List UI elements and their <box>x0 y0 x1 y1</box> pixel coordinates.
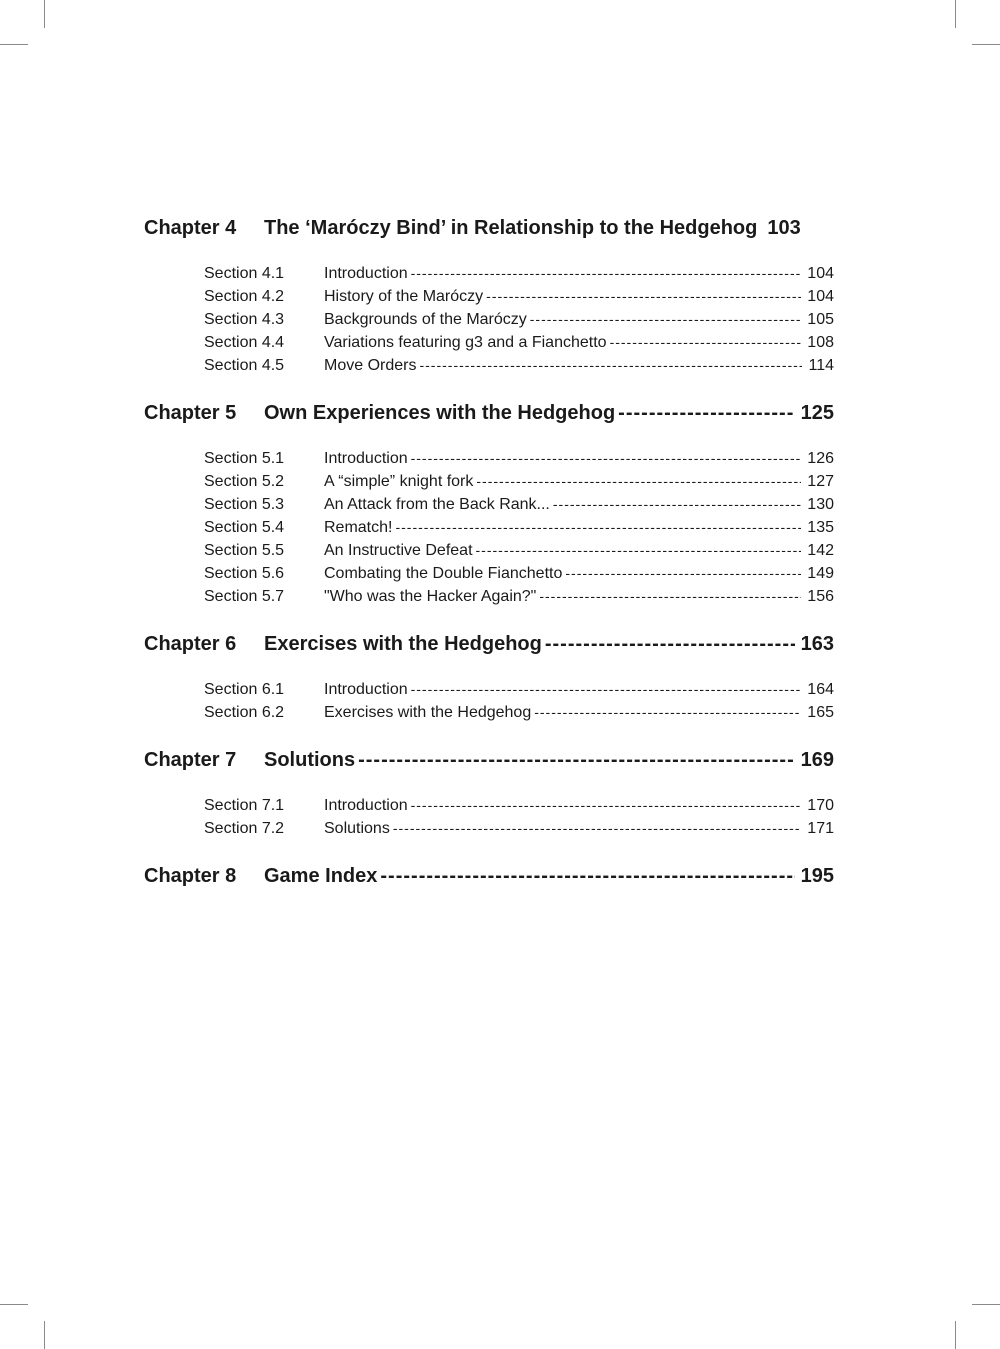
toc-chapter-7[interactable] <box>144 746 834 774</box>
section-page: 149 <box>807 565 834 582</box>
section-number: Section 4.1 <box>204 265 285 282</box>
toc-section-6-1[interactable] <box>204 678 834 701</box>
dot-leader <box>473 470 801 493</box>
dot-leader <box>377 862 794 890</box>
section-page: 171 <box>807 820 834 837</box>
dot-leader <box>615 399 794 427</box>
section-page: 156 <box>807 588 834 605</box>
dot-leader <box>562 562 801 585</box>
dot-leader <box>527 308 802 331</box>
section-title: Introduction <box>324 450 408 467</box>
chapter-title: Own Experiences with the Hedgehog <box>264 402 616 424</box>
dot-leader <box>390 817 801 840</box>
toc-chapter-8[interactable] <box>144 862 834 890</box>
section-number: Section 4.4 <box>204 334 285 351</box>
section-title: Introduction <box>324 797 408 814</box>
section-number: Section 4.5 <box>204 357 285 374</box>
dot-leader <box>542 630 795 658</box>
section-number: Section 5.3 <box>204 496 285 513</box>
section-page: 135 <box>807 519 834 536</box>
section-number: Section 4.2 <box>204 288 285 305</box>
chapter-page: 195 <box>800 865 834 887</box>
table-of-contents <box>144 214 834 910</box>
dot-leader <box>536 585 801 608</box>
chapter-page: 103 <box>767 217 801 239</box>
chapter-4-sections <box>204 262 834 377</box>
toc-section-4-5[interactable] <box>204 354 834 377</box>
chapter-title: The ‘Maróczy Bind’ in Relationship to the Hedgehog <box>264 217 758 239</box>
section-title: Exercises with the Hedgehog <box>324 704 532 721</box>
section-title: Variations featuring g3 and a Fianchetto <box>324 334 607 351</box>
toc-chapter-6[interactable] <box>144 630 834 658</box>
crop-mark-top-right-horizontal <box>972 44 1000 45</box>
chapter-number: Chapter 4 <box>144 217 237 239</box>
toc-section-5-7[interactable] <box>204 585 834 608</box>
toc-section-5-5[interactable] <box>204 539 834 562</box>
chapter-7-sections <box>204 794 834 840</box>
section-page: 105 <box>807 311 834 328</box>
chapter-5-sections <box>204 447 834 608</box>
dot-leader <box>550 493 801 516</box>
chapter-6-sections <box>204 678 834 724</box>
section-title: Introduction <box>324 265 408 282</box>
section-title: A “simple” knight fork <box>324 473 474 490</box>
section-number: Section 5.5 <box>204 542 285 559</box>
toc-section-5-3[interactable] <box>204 493 834 516</box>
toc-section-7-2[interactable] <box>204 817 834 840</box>
section-number: Section 7.1 <box>204 797 285 814</box>
section-page: 108 <box>807 334 834 351</box>
toc-section-4-3[interactable] <box>204 308 834 331</box>
dot-leader <box>531 701 801 724</box>
dot-leader <box>408 794 802 817</box>
chapter-title: Game Index <box>264 865 378 887</box>
crop-mark-top-left-vertical <box>44 0 45 28</box>
toc-section-7-1[interactable] <box>204 794 834 817</box>
toc-chapter-5[interactable] <box>144 399 834 427</box>
chapter-number: Chapter 6 <box>144 633 237 655</box>
section-title: "Who was the Hacker Again?" <box>324 588 537 605</box>
toc-section-5-1[interactable] <box>204 447 834 470</box>
crop-mark-bottom-left-vertical <box>44 1321 45 1349</box>
section-title: Combating the Double Fianchetto <box>324 565 563 582</box>
section-title: An Instructive Defeat <box>324 542 473 559</box>
section-number: Section 7.2 <box>204 820 285 837</box>
section-page: 142 <box>807 542 834 559</box>
toc-section-5-6[interactable] <box>204 562 834 585</box>
dot-leader <box>473 539 802 562</box>
crop-mark-bottom-right-vertical <box>955 1321 956 1349</box>
section-number: Section 5.4 <box>204 519 285 536</box>
section-title: Introduction <box>324 681 408 698</box>
chapter-title: Exercises with the Hedgehog <box>264 633 542 655</box>
section-page: 127 <box>807 473 834 490</box>
crop-mark-bottom-left-horizontal <box>0 1304 28 1305</box>
dot-leader <box>408 678 802 701</box>
dot-leader <box>416 354 802 377</box>
section-page: 114 <box>808 357 834 374</box>
section-page: 104 <box>807 288 834 305</box>
dot-leader <box>355 746 795 774</box>
chapter-page: 125 <box>800 402 834 424</box>
crop-mark-top-right-vertical <box>955 0 956 28</box>
chapter-title: Solutions <box>264 749 356 771</box>
toc-section-4-1[interactable] <box>204 262 834 285</box>
dot-leader <box>607 331 802 354</box>
section-page: 126 <box>807 450 834 467</box>
section-page: 104 <box>807 265 834 282</box>
toc-section-6-2[interactable] <box>204 701 834 724</box>
section-title: Move Orders <box>324 357 417 374</box>
section-page: 164 <box>807 681 834 698</box>
toc-section-5-4[interactable] <box>204 516 834 539</box>
toc-section-4-2[interactable] <box>204 285 834 308</box>
dot-leader <box>392 516 801 539</box>
section-title: Rematch! <box>324 519 393 536</box>
section-number: Section 6.2 <box>204 704 285 721</box>
dot-leader <box>483 285 801 308</box>
section-number: Section 6.1 <box>204 681 285 698</box>
section-page: 165 <box>807 704 834 721</box>
section-number: Section 5.1 <box>204 450 285 467</box>
section-number: Section 5.2 <box>204 473 285 490</box>
chapter-page: 169 <box>800 749 834 771</box>
section-page: 170 <box>807 797 834 814</box>
section-title: An Attack from the Back Rank... <box>324 496 550 513</box>
chapter-page: 163 <box>800 633 834 655</box>
crop-mark-bottom-right-horizontal <box>972 1304 1000 1305</box>
section-number: Section 5.7 <box>204 588 285 605</box>
toc-section-5-2[interactable] <box>204 470 834 493</box>
chapter-number: Chapter 8 <box>144 865 237 887</box>
section-title: Backgrounds of the Maróczy <box>324 311 527 328</box>
section-page: 130 <box>807 496 834 513</box>
dot-leader <box>408 262 802 285</box>
toc-section-4-4[interactable] <box>204 331 834 354</box>
chapter-number: Chapter 7 <box>144 749 237 771</box>
section-number: Section 5.6 <box>204 565 285 582</box>
section-title: History of the Maróczy <box>324 288 484 305</box>
section-number: Section 4.3 <box>204 311 285 328</box>
toc-chapter-4[interactable] <box>144 214 834 242</box>
crop-mark-top-left-horizontal <box>0 44 28 45</box>
chapter-number: Chapter 5 <box>144 402 237 424</box>
section-title: Solutions <box>324 820 390 837</box>
dot-leader <box>408 447 802 470</box>
